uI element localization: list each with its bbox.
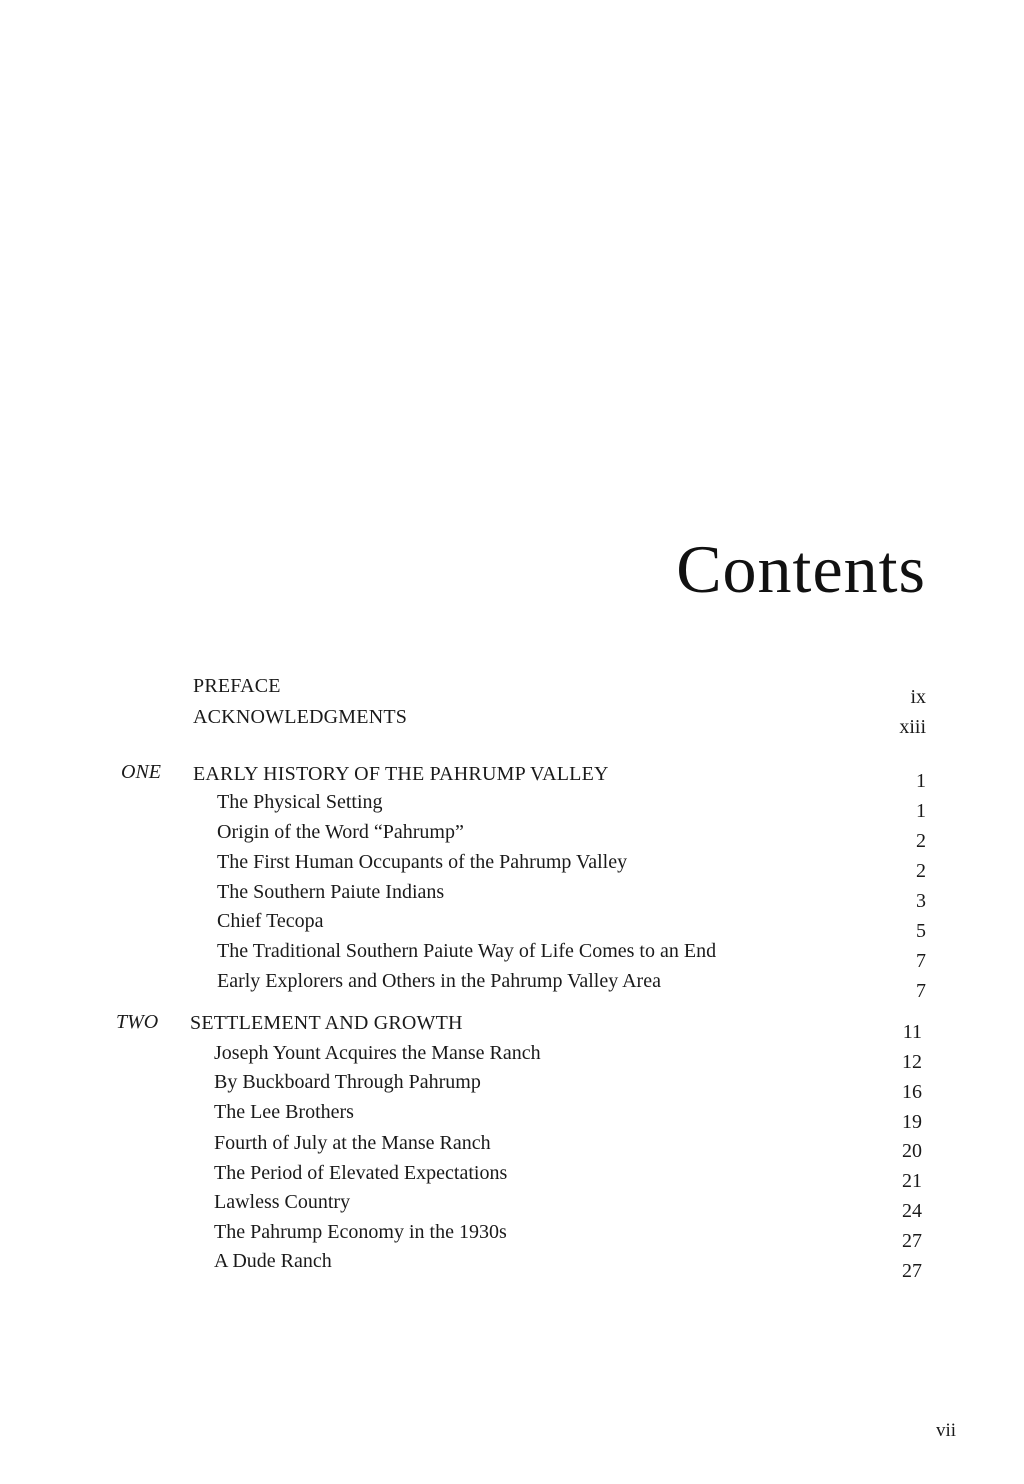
chapter-number: ONE xyxy=(121,761,161,783)
toc-entry-section[interactable]: Joseph Yount Acquires the Manse Ranch xyxy=(214,1042,541,1064)
toc-entry-section[interactable]: The Pahrump Economy in the 1930s xyxy=(214,1221,507,1243)
page-number: 3 xyxy=(916,890,926,912)
toc-entry-section[interactable]: The Lee Brothers xyxy=(214,1101,354,1123)
page-number: 7 xyxy=(916,950,926,972)
page-number: 11 xyxy=(902,1021,922,1043)
toc-entry-chapter[interactable]: EARLY HISTORY OF THE PAHRUMP VALLEY xyxy=(193,763,609,785)
page-number: 12 xyxy=(902,1051,922,1073)
toc-entry-chapter[interactable]: SETTLEMENT AND GROWTH xyxy=(190,1012,463,1034)
folio-page-number: vii xyxy=(935,1420,956,1441)
toc-entry-section[interactable]: The First Human Occupants of the Pahrump Valley xyxy=(217,851,628,873)
page-number: 5 xyxy=(916,920,926,942)
toc-entry-section[interactable]: A Dude Ranch xyxy=(214,1250,332,1272)
toc-entry-acknowledgments[interactable]: ACKNOWLEDGMENTS xyxy=(193,706,408,728)
chapter-number: TWO xyxy=(116,1011,159,1033)
page-number: 27 xyxy=(902,1260,922,1282)
page-number: 2 xyxy=(916,830,926,852)
page-number: 16 xyxy=(902,1081,922,1103)
page-number: 1 xyxy=(916,770,926,792)
page-number: 27 xyxy=(902,1230,922,1252)
page-number: 20 xyxy=(902,1140,922,1162)
page-number: 1 xyxy=(916,800,926,822)
page-title: Contents xyxy=(676,531,926,607)
toc-entry-section[interactable]: The Traditional Southern Paiute Way of Life Comes to an End xyxy=(217,940,717,962)
page-number: 21 xyxy=(902,1170,922,1192)
toc-entry-section[interactable]: By Buckboard Through Pahrump xyxy=(214,1071,481,1093)
page-number: 2 xyxy=(916,860,926,882)
page-number: ix xyxy=(910,686,926,708)
toc-entry-section[interactable]: The Southern Paiute Indians xyxy=(217,881,445,903)
toc-entry-section[interactable]: Early Explorers and Others in the Pahrump Valley Area xyxy=(217,970,661,992)
toc-entry-section[interactable]: Fourth of July at the Manse Ranch xyxy=(214,1132,491,1154)
toc-entry-section[interactable]: The Period of Elevated Expectations xyxy=(214,1162,508,1184)
page-number: 19 xyxy=(902,1111,922,1133)
page-number: 24 xyxy=(902,1200,922,1222)
page-number: xiii xyxy=(899,716,926,738)
toc-entry-section[interactable]: Lawless Country xyxy=(214,1191,351,1213)
toc-entry-section[interactable]: The Physical Setting xyxy=(217,791,383,813)
toc-entry-section[interactable]: Origin of the Word “Pahrump” xyxy=(217,821,464,843)
toc-entry-section[interactable]: Chief Tecopa xyxy=(217,910,324,932)
page-number: 7 xyxy=(916,980,926,1002)
toc-entry-preface[interactable]: PREFACE xyxy=(193,675,281,697)
